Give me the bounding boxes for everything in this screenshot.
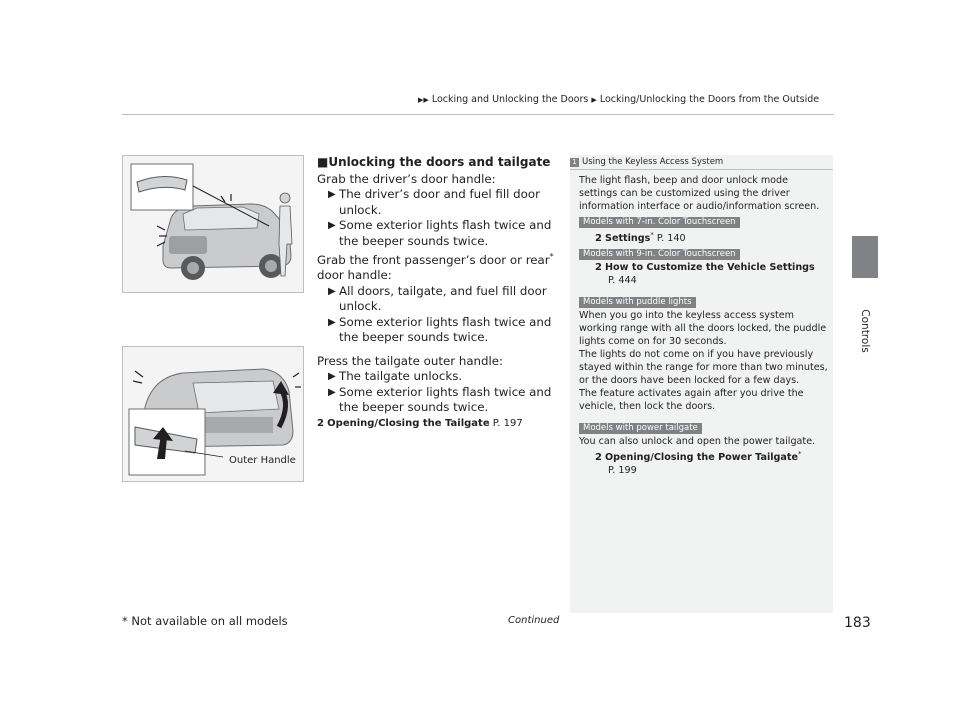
result-item: ▶ The tailgate unlocks. bbox=[328, 369, 463, 384]
cross-reference-link[interactable]: 2 Settings* P. 140 bbox=[595, 231, 686, 245]
breadcrumb-item[interactable]: Locking and Unlocking the Doors bbox=[431, 94, 589, 105]
instruction-driver: Grab the driver’s door handle: bbox=[317, 171, 496, 186]
result-arrow-icon: ▶ bbox=[328, 371, 336, 383]
reference-icon: 2 bbox=[595, 233, 602, 245]
note-paragraph: You can also unlock and open the power tailgate. bbox=[579, 436, 816, 448]
reference-icon: 2 bbox=[595, 452, 602, 464]
section-tab[interactable] bbox=[852, 286, 878, 376]
result-arrow-icon: ▶ bbox=[328, 285, 336, 297]
heading-text: Unlocking the doors and tailgate bbox=[328, 155, 551, 169]
result-item: ▶ Some exterior lights flash twice and the beeper sounds twice. bbox=[328, 384, 552, 415]
note-number-icon: 1 bbox=[570, 158, 579, 167]
note-paragraph: The feature activates again after you drive the vehicle, then lock the doors. bbox=[579, 388, 804, 413]
result-arrow-icon: ▶ bbox=[328, 220, 336, 231]
section-tab-marker bbox=[852, 236, 878, 278]
model-badge: Models with 7-in. Color Touchscreen bbox=[579, 217, 740, 228]
note-paragraph: The lights do not come on if you have previously stayed within the range for more than two minutes, or the doors have been locked for a few days. bbox=[579, 349, 828, 387]
page-number: 183 bbox=[844, 615, 871, 631]
cross-reference-link[interactable]: 2 Opening/Closing the Tailgate P. 197 bbox=[317, 417, 523, 429]
header-divider bbox=[122, 114, 834, 115]
footnote: * Not available on all models bbox=[122, 614, 288, 628]
outer-handle-callout: Outer Handle bbox=[229, 455, 296, 466]
breadcrumb-arrow-icon: ▶▶ bbox=[418, 96, 429, 104]
result-item: ▶ Some exterior lights flash twice and the beeper sounds twice. bbox=[328, 314, 552, 345]
result-item: ▶ All doors, tailgate, and fuel fill door unlock. bbox=[328, 283, 547, 314]
reference-icon: 2 bbox=[317, 417, 324, 429]
result-item: ▶ Some exterior lights flash twice and the beeper sounds twice. bbox=[328, 218, 552, 248]
breadcrumb-arrow-icon: ▶ bbox=[591, 96, 597, 104]
continued-label: Continued bbox=[508, 615, 560, 626]
note-divider bbox=[570, 169, 833, 170]
reference-page: P. 199 bbox=[608, 465, 637, 477]
note-paragraph: The light flash, beep and door unlock mode settings can be customized using the driver information interface or audio/information screen. bbox=[579, 175, 820, 212]
breadcrumb-item[interactable]: Locking/Unlocking the Doors from the Outside bbox=[599, 94, 820, 105]
vehicle-door-illustration bbox=[123, 156, 303, 292]
instruction-front-rear: Grab the front passenger’s door or rear* door handle: bbox=[317, 252, 554, 283]
section-tab-label: Controls bbox=[859, 309, 871, 353]
note-header bbox=[570, 157, 833, 167]
note-title: Using the Keyless Access System bbox=[582, 157, 724, 167]
result-item: ▶ The driver’s door and fuel fill door unlock. bbox=[328, 187, 540, 217]
instruction-tailgate: Press the tailgate outer handle: bbox=[317, 353, 504, 368]
illustration-door-handle bbox=[122, 155, 304, 293]
note-paragraph: When you go into the keyless access system working range with all the doors locked, the puddle lights come on for 30 seconds. bbox=[579, 310, 827, 348]
heading-marker-icon: ■ bbox=[317, 155, 329, 169]
result-arrow-icon: ▶ bbox=[328, 189, 336, 200]
model-badge: Models with 9-in. Color Touchscreen bbox=[579, 249, 740, 260]
result-arrow-icon: ▶ bbox=[328, 386, 336, 398]
reference-icon: 2 bbox=[595, 262, 602, 274]
model-badge: Models with power tailgate bbox=[579, 423, 702, 434]
result-arrow-icon: ▶ bbox=[328, 316, 336, 328]
cross-reference-link[interactable]: 2 How to Customize the Vehicle Settings bbox=[595, 262, 815, 274]
breadcrumb bbox=[418, 94, 819, 105]
reference-page: P. 444 bbox=[608, 275, 637, 287]
cross-reference-link[interactable]: 2 Opening/Closing the Power Tailgate* bbox=[595, 450, 802, 464]
note-body bbox=[579, 174, 829, 477]
model-badge: Models with puddle lights bbox=[579, 297, 696, 308]
main-content bbox=[317, 155, 557, 431]
section-heading bbox=[317, 155, 557, 171]
